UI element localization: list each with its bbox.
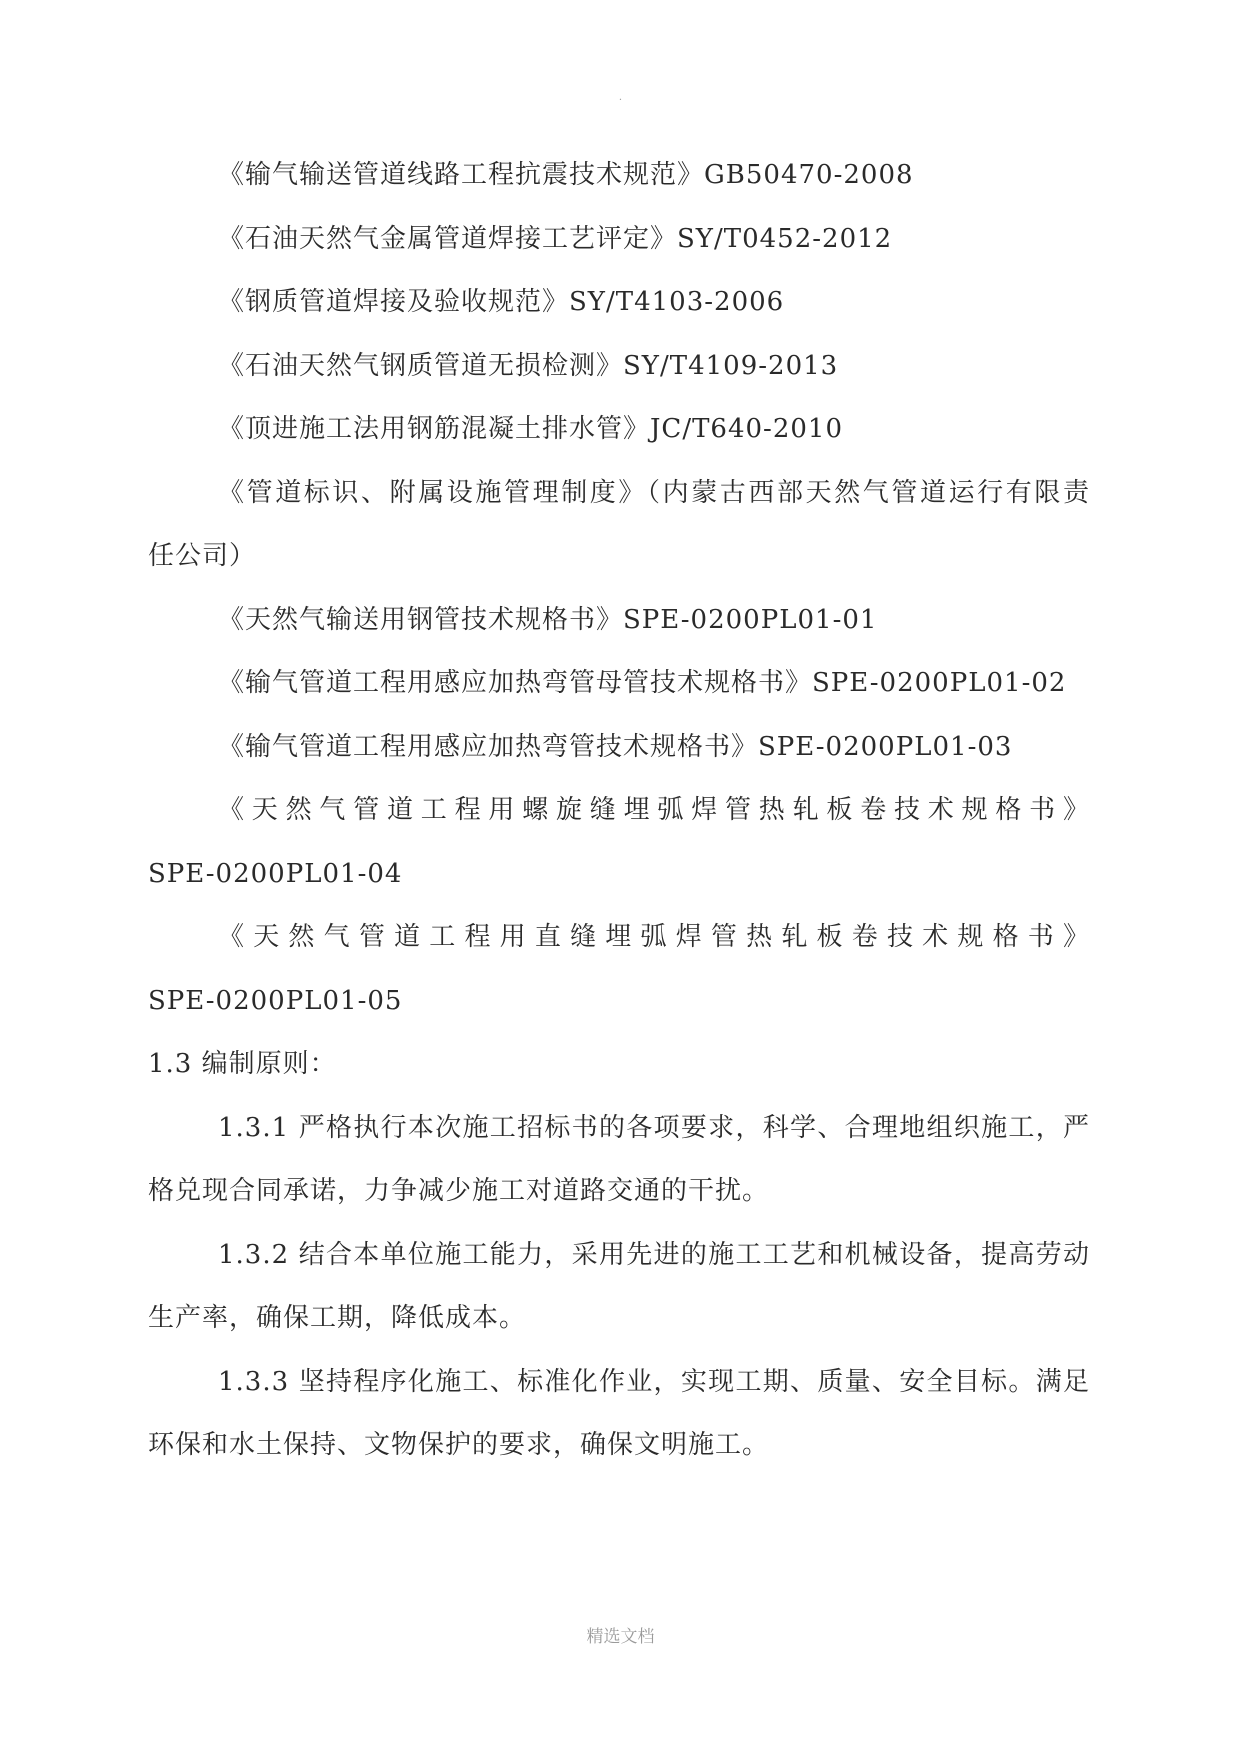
spec-item: 《输气管道工程用感应加热弯管母管技术规格书》SPE-0200PL01-02 [218, 668, 1067, 698]
document-body [148, 144, 1090, 1478]
reference-management-line1: 《管道标识、附属设施管理制度》（内蒙古西部天然气管道运行有限责 [218, 477, 1090, 508]
reference-item: 《钢质管道焊接及验收规范》SY/T4103-2006 [218, 287, 785, 317]
reference-item: 《石油天然气钢质管道无损检测》SY/T4109-2013 [218, 350, 839, 381]
principle-item: 1.3.1 严格执行本次施工招标书的各项要求，科学、合理地组织施工，严格兑现合同承诺，力争减少施工对道路交通的干扰。 [148, 1112, 1090, 1206]
spec-05-code: SPE-0200PL01-05 [148, 985, 403, 1016]
section-heading: 1.3 编制原则： [148, 1049, 337, 1079]
spec-04-code: SPE-0200PL01-04 [148, 858, 403, 889]
spec-05-title: 《天然气管道工程用直缝埋弧焊管热轧板卷技术规格书》 [218, 922, 1090, 952]
spec-item: 《输气管道工程用感应加热弯管技术规格书》SPE-0200PL01-03 [218, 731, 1013, 762]
reference-item: 《石油天然气金属管道焊接工艺评定》SY/T0452-2012 [218, 223, 893, 254]
principle-item: 1.3.2 结合本单位施工能力，采用先进的施工工艺和机械设备，提高劳动生产率，确保工期，降低成本。 [148, 1239, 1090, 1333]
spec-item: 《天然气输送用钢管技术规格书》SPE-0200PL01-01 [218, 604, 878, 635]
reference-management-line2: 任公司） [148, 541, 257, 571]
spec-04-title: 《天然气管道工程用螺旋缝埋弧焊管热轧板卷技术规格书》 [218, 795, 1090, 825]
page-footer: 精选文档 [586, 1627, 655, 1647]
header-dot: . [618, 92, 623, 103]
principle-item: 1.3.3 坚持程序化施工、标准化作业，实现工期、质量、安全目标。满足环保和水土保持、文物保护的要求，确保文明施工。 [148, 1366, 1090, 1460]
reference-item: 《输气输送管道线路工程抗震技术规范》GB50470-2008 [218, 160, 914, 190]
reference-item: 《顶进施工法用钢筋混凝土排水管》JC/T640-2010 [218, 414, 843, 444]
